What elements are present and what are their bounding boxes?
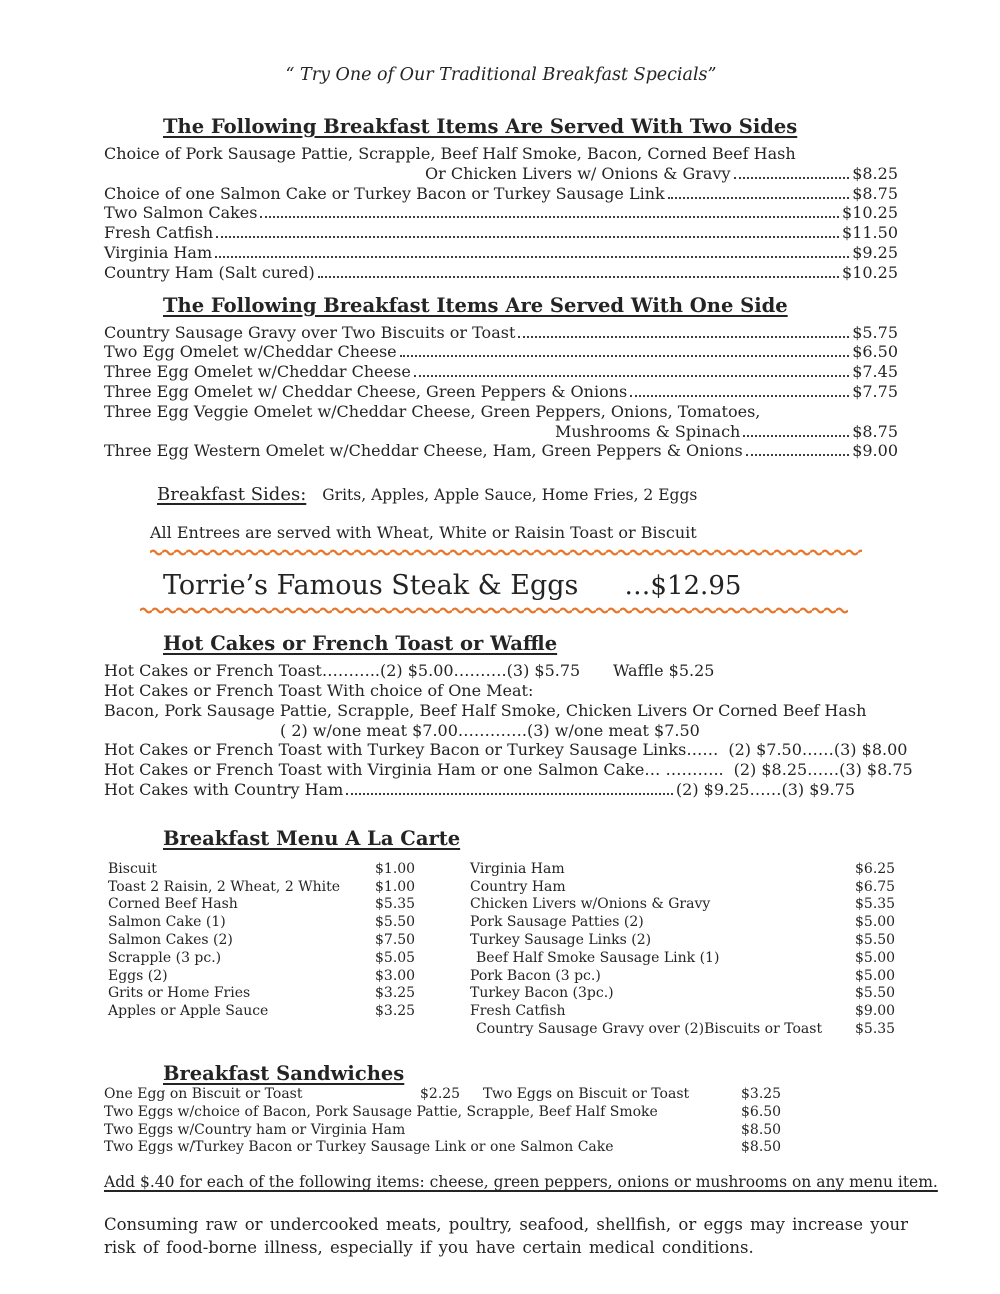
item-price: $5.50	[375, 914, 416, 931]
item-name: Virginia Ham	[104, 242, 213, 262]
item-price: $8.50	[741, 1139, 782, 1156]
table-row	[470, 1021, 898, 1039]
item-name: Three Egg Omelet w/ Cheddar Cheese, Green Peppers & Onions	[104, 381, 628, 401]
table-row	[470, 914, 898, 932]
item-name: Choice of one Salmon Cake or Turkey Bacon or Turkey Sausage Link	[104, 183, 665, 203]
menu-item-row	[104, 164, 898, 184]
menu-item-row	[104, 422, 898, 442]
table-row	[104, 1003, 470, 1021]
item-name: Two Eggs on Biscuit or Toast	[483, 1085, 690, 1102]
one-side-heading: The Following Breakfast Items Are Served With One Side	[163, 293, 788, 317]
steak-special-banner	[163, 569, 898, 603]
item-price: $8.50	[741, 1121, 782, 1138]
item-price: $3.25	[375, 985, 416, 1002]
table-row	[470, 1003, 898, 1021]
item-price: $5.50	[855, 931, 896, 948]
item-price: $11.50	[842, 223, 898, 243]
steak-special-name: Torrie’s Famous Steak & Eggs	[163, 570, 579, 602]
item-price: $6.25	[855, 860, 896, 877]
dot-leader	[746, 454, 849, 456]
item-price: (2) $9.25……(3) $9.75	[675, 779, 855, 799]
menu-item-row	[104, 382, 898, 402]
dot-leader	[668, 197, 849, 199]
item-name: Two Eggs w/choice of Bacon, Pork Sausage Pattie, Scrapple, Beef Half Smoke	[104, 1103, 658, 1120]
steak-special-price: …$12.95	[624, 571, 742, 602]
item-name: Fresh Catfish	[470, 1003, 566, 1020]
section-hot-cakes	[104, 631, 913, 800]
table-row	[104, 896, 470, 914]
table-row	[470, 950, 898, 968]
item-name: Apples or Apple Sauce	[108, 1003, 269, 1020]
menu-item-row	[104, 362, 898, 382]
item-price: $9.00	[855, 1003, 896, 1020]
hot-cakes-heading: Hot Cakes or French Toast or Waffle	[163, 632, 558, 656]
table-row	[470, 896, 898, 914]
item-name: Eggs (2)	[108, 967, 168, 984]
item-price: $7.75	[852, 381, 898, 401]
item-price: $5.05	[375, 949, 416, 966]
item-price: $5.00	[855, 967, 896, 984]
section-sandwiches	[104, 1061, 898, 1158]
item-price: $5.00	[855, 914, 896, 931]
waffle-price: Waffle $5.25	[613, 661, 715, 681]
two-sides-intro: Choice of Pork Sausage Pattie, Scrapple, Beef Half Smoke, Bacon, Corned Beef Hash	[104, 144, 796, 163]
item-price: $6.75	[855, 878, 896, 895]
item-price: $8.75	[852, 421, 898, 441]
item-price: $5.75	[852, 322, 898, 342]
wave-divider-bottom	[140, 606, 848, 615]
table-row	[104, 914, 470, 932]
dot-leader	[216, 236, 839, 238]
item-name: Country Sausage Gravy over (2)Biscuits or Toast	[476, 1020, 823, 1037]
item-name: Hot Cakes or French Toast with Virginia Ham or one Salmon Cake… ………..	[104, 760, 724, 780]
table-row	[104, 968, 470, 986]
item-name: Salmon Cake (1)	[108, 914, 226, 931]
item-name: Corned Beef Hash	[108, 896, 238, 913]
item-price: $6.50	[741, 1103, 782, 1120]
item-name: Virginia Ham	[470, 860, 565, 877]
table-row	[104, 932, 470, 950]
item-name: Turkey Bacon (3pc.)	[470, 985, 614, 1002]
hot-cakes-line: Bacon, Pork Sausage Pattie, Scrapple, Beef Half Smoke, Chicken Livers Or Corned Beef Hash	[104, 700, 867, 720]
item-price: $3.25	[375, 1003, 416, 1020]
hot-cakes-line	[104, 661, 898, 681]
breakfast-sides-line	[157, 483, 898, 507]
item-name: Three Egg Omelet w/Cheddar Cheese	[104, 362, 411, 382]
table-row	[470, 968, 898, 986]
item-name: Pork Bacon (3 pc.)	[470, 967, 601, 984]
item-name: Grits or Home Fries	[108, 985, 251, 1002]
item-name: Two Egg Omelet w/Cheddar Cheese	[104, 342, 397, 362]
menu-item-row	[104, 263, 898, 283]
item-price: $10.25	[842, 262, 898, 282]
item-name: Toast 2 Raisin, 2 Wheat, 2 White	[108, 878, 340, 895]
item-price: $8.25	[852, 163, 898, 183]
menu-item-row	[104, 441, 898, 461]
item-price: $9.25	[852, 242, 898, 262]
item-name: Hot Cakes with Country Ham	[104, 779, 344, 799]
menu-item-row	[104, 223, 898, 243]
food-safety-disclaimer: Consuming raw or undercooked meats, poultry, seafood, shellfish, or eggs may increase your risk of food-borne illness, especially if you have certain medical conditions.	[104, 1215, 909, 1257]
dot-leader	[318, 276, 839, 278]
table-row	[104, 879, 470, 897]
a-la-carte-right-column	[470, 861, 898, 1039]
item-price: $5.35	[375, 896, 416, 913]
table-row	[470, 879, 898, 897]
item-name: Two Eggs w/Turkey Bacon or Turkey Sausage Link or one Salmon Cake	[104, 1139, 614, 1156]
hot-cakes-base-prices: Hot Cakes or French Toast………..(2) $5.00……….(3) $5.75	[104, 661, 581, 681]
item-price: $1.00	[375, 878, 416, 895]
item-price: $8.75	[852, 183, 898, 203]
item-name: Country Sausage Gravy over Two Biscuits or Toast	[104, 322, 516, 342]
item-name: Pork Sausage Patties (2)	[470, 914, 644, 931]
item-price: $2.25	[420, 1085, 461, 1102]
item-name: Two Salmon Cakes	[104, 203, 258, 223]
item-price: (2) $8.25……(3) $8.75	[733, 760, 913, 780]
item-name: Scrapple (3 pc.)	[108, 949, 222, 966]
menu-item-row	[104, 342, 898, 362]
item-name: Or Chicken Livers w/ Onions & Gravy	[425, 163, 731, 183]
section-two-sides	[104, 114, 898, 283]
dot-leader	[734, 177, 850, 179]
menu-item-row	[104, 184, 898, 204]
menu-item-row	[104, 740, 908, 760]
header-quote: “ Try One of Our Traditional Breakfast Specials”	[285, 65, 717, 85]
dot-leader	[400, 355, 850, 357]
item-name: Two Eggs w/Country ham or Virginia Ham	[104, 1121, 406, 1138]
sandwiches-heading: Breakfast Sandwiches	[163, 1061, 405, 1085]
item-name: Country Ham (Salt cured)	[104, 262, 315, 282]
two-sides-heading: The Following Breakfast Items Are Served With Two Sides	[163, 115, 798, 138]
menu-item-row	[104, 243, 898, 263]
table-row	[470, 932, 898, 950]
table-row	[470, 985, 898, 1003]
dot-leader	[414, 375, 849, 377]
item-name: Hot Cakes or French Toast with Turkey Bacon or Turkey Sausage Links……	[104, 740, 719, 760]
entrees-note: All Entrees are served with Wheat, White or Raisin Toast or Biscuit	[150, 523, 697, 543]
item-price: $7.50	[375, 931, 416, 948]
item-price: $3.00	[375, 967, 416, 984]
dot-leader	[630, 395, 849, 397]
table-row	[470, 861, 898, 879]
item-name: Salmon Cakes (2)	[108, 931, 233, 948]
item-price: $10.25	[842, 203, 898, 223]
menu-item-row	[104, 760, 913, 780]
dot-leader	[346, 793, 673, 795]
section-a-la-carte	[104, 826, 898, 1039]
table-row	[104, 950, 470, 968]
breakfast-sides-list: Grits, Apples, Apple Sauce, Home Fries, 2 Eggs	[322, 486, 698, 505]
a-la-carte-table	[104, 861, 898, 1039]
item-name: Three Egg Veggie Omelet w/Cheddar Cheese, Green Peppers, Onions, Tomatoes,	[104, 401, 761, 421]
item-price: $5.35	[855, 896, 896, 913]
table-row	[104, 861, 470, 879]
item-price: $5.00	[855, 949, 896, 966]
item-price: $5.50	[855, 985, 896, 1002]
item-price: $7.45	[852, 362, 898, 382]
item-name: Chicken Livers w/Onions & Gravy	[470, 896, 711, 913]
wave-divider-top	[150, 548, 862, 557]
a-la-carte-heading: Breakfast Menu A La Carte	[163, 826, 461, 850]
item-price: $5.35	[855, 1020, 896, 1037]
item-name: Mushrooms & Spinach	[555, 421, 741, 441]
hot-cakes-line: ( 2) w/one meat $7.00………….(3) w/one meat $7.50	[280, 720, 700, 740]
breakfast-sides-label: Breakfast Sides:	[157, 484, 307, 506]
item-name: One Egg on Biscuit or Toast	[104, 1085, 303, 1102]
item-name: Three Egg Western Omelet w/Cheddar Cheese, Ham, Green Peppers & Onions	[104, 441, 743, 461]
item-name: Beef Half Smoke Sausage Link (1)	[476, 949, 720, 966]
item-name: Turkey Sausage Links (2)	[470, 931, 652, 948]
add-ons-note: Add $.40 for each of the following items: cheese, green peppers, onions or mushrooms on any menu item.	[104, 1173, 938, 1192]
section-one-side	[104, 293, 898, 462]
menu-item-row	[104, 323, 898, 343]
menu-item-row	[104, 203, 898, 223]
item-name: Fresh Catfish	[104, 223, 214, 243]
sandwiches-table	[104, 1086, 898, 1158]
dot-leader	[260, 216, 839, 218]
item-price: $6.50	[852, 342, 898, 362]
dot-leader	[743, 435, 849, 437]
dot-leader	[215, 256, 849, 258]
table-row	[104, 985, 470, 1003]
a-la-carte-left-column	[104, 861, 470, 1039]
item-price: $3.25	[741, 1085, 782, 1102]
hot-cakes-line: Hot Cakes or French Toast With choice of One Meat:	[104, 680, 534, 700]
menu-item-row	[104, 780, 855, 800]
item-price: (2) $7.50……(3) $8.00	[728, 740, 908, 760]
dot-leader	[518, 336, 849, 338]
item-price: $9.00	[852, 441, 898, 461]
item-price: $1.00	[375, 860, 416, 877]
item-name: Biscuit	[108, 860, 157, 877]
item-name: Country Ham	[470, 878, 566, 895]
